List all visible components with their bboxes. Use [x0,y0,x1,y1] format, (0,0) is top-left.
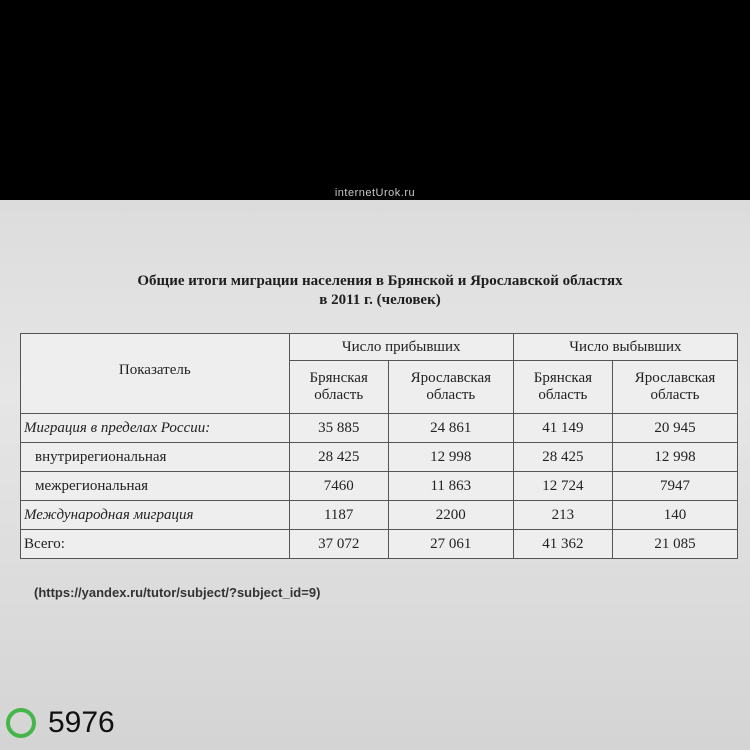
counter-value: 5976 [48,706,115,739]
table-cell: 7947 [612,472,737,501]
watermark: internetUrok.ru [334,187,416,199]
table-cell: 1187 [289,501,388,530]
migration-table [20,333,738,559]
table-cell: 12 724 [513,472,612,501]
table-cell: 28 425 [513,443,612,472]
source-link: (https://yandex.ru/tutor/subject/?subject_id=9) [34,585,321,600]
row-label: Миграция в пределах России: [21,414,290,443]
subheader-arrivals-bryansk: Брянская область [289,361,388,414]
row-label: внутрирегиональная [21,443,290,472]
subheader-departures-yaroslavl: Ярославская область [612,361,737,414]
row-label: Международная миграция [21,501,290,530]
counter-badge [6,706,115,740]
table-cell: 213 [513,501,612,530]
subheader-arrivals-yaroslavl: Ярославская область [388,361,513,414]
circle-icon[interactable] [6,708,36,738]
header-indicator: Показатель [21,334,290,414]
table-header-row-1 [21,334,738,361]
table-row [21,443,738,472]
header-departures: Число выбывших [513,334,737,361]
table-cell: 21 085 [612,530,737,559]
table-cell: 41 149 [513,414,612,443]
row-label: межрегиональная [21,472,290,501]
table-cell: 28 425 [289,443,388,472]
table-row [21,414,738,443]
table-row [21,530,738,559]
table-cell: 11 863 [388,472,513,501]
header-arrivals: Число прибывших [289,334,513,361]
table-row [21,472,738,501]
table-cell: 24 861 [388,414,513,443]
table-title [20,272,740,310]
table-cell: 20 945 [612,414,737,443]
table-cell: 12 998 [388,443,513,472]
table-cell: 2200 [388,501,513,530]
table-cell: 12 998 [612,443,737,472]
table-cell: 35 885 [289,414,388,443]
table-cell: 37 072 [289,530,388,559]
title-line-1: Общие итоги миграции населения в Брянской и Ярославской областях [137,273,623,289]
table-row [21,501,738,530]
table-cell: 7460 [289,472,388,501]
row-label: Всего: [21,530,290,559]
table-cell: 140 [612,501,737,530]
table-cell: 41 362 [513,530,612,559]
title-line-2: в 2011 г. (человек) [319,292,441,308]
subheader-departures-bryansk: Брянская область [513,361,612,414]
table-cell: 27 061 [388,530,513,559]
